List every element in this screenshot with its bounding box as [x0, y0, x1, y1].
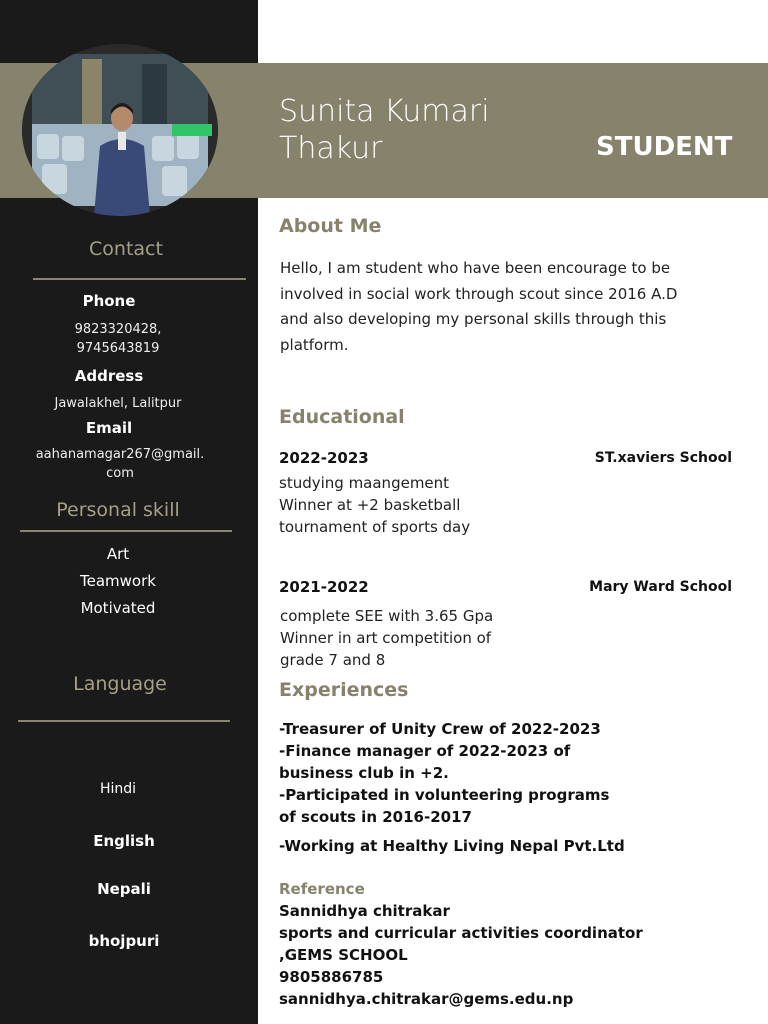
education-years: 2021-2022 — [279, 578, 369, 596]
language-item: Hindi — [99, 781, 137, 797]
email-label: Email — [85, 419, 133, 437]
education-detail-line: Winner at +2 basketball — [279, 496, 461, 514]
address-value: Jawalakhel, Lalitpur — [54, 396, 182, 411]
education-details — [279, 472, 470, 538]
address-label: Address — [74, 367, 144, 385]
education-detail-line: grade 7 and 8 — [280, 651, 386, 669]
education-school: Mary Ward School — [589, 579, 732, 595]
skill-item: Motivated — [80, 599, 156, 617]
language-item: bhojpuri — [88, 932, 160, 950]
language-heading: Language — [73, 673, 167, 695]
person-name — [279, 93, 490, 167]
experience-line: -Working at Healthy Living Nepal Pvt.Ltd — [279, 837, 625, 855]
reference-line: Sannidhya chitrakar — [279, 902, 450, 920]
email-line-2: com — [106, 466, 134, 481]
education-details — [280, 605, 493, 671]
experience-heading: Experiences — [279, 679, 409, 701]
experience-line: -Finance manager of 2022-2023 of — [279, 742, 571, 760]
contact-heading: Contact — [89, 238, 163, 260]
phone-line-2: 9745643819 — [76, 341, 160, 356]
skill-item: Teamwork — [80, 572, 156, 590]
about-heading: About Me — [279, 215, 382, 237]
name-line-1: Sunita Kumari — [279, 94, 490, 129]
experience-line: -Participated in volunteering programs — [279, 786, 610, 804]
language-divider — [18, 720, 230, 722]
experience-line: of scouts in 2016-2017 — [279, 808, 472, 826]
education-detail-line: tournament of sports day — [279, 518, 471, 536]
education-heading: Educational — [279, 406, 405, 428]
phone-line-1: 9823320428, — [74, 322, 162, 337]
job-title: STUDENT — [596, 132, 733, 162]
name-line-2: Thakur — [279, 131, 383, 166]
skill-divider — [20, 530, 232, 532]
education-years: 2022-2023 — [279, 449, 369, 467]
education-detail-line: Winner in art competition of — [280, 629, 492, 647]
email-value — [0, 445, 240, 483]
reference-line: 9805886785 — [279, 968, 384, 986]
experience-line: -Treasurer of Unity Crew of 2022-2023 — [279, 720, 601, 738]
profile-photo — [22, 44, 218, 216]
contact-divider — [33, 278, 246, 280]
about-line: involved in social work through scout since 2016 A.D — [280, 284, 678, 303]
education-school: ST.xaviers School — [594, 450, 732, 466]
reference-email: sannidhya.chitrakar@gems.edu.np — [279, 990, 574, 1008]
about-text — [280, 256, 740, 358]
education-detail-line: complete SEE with 3.65 Gpa — [280, 607, 494, 625]
education-detail-line: studying maangement — [279, 474, 450, 492]
reference-line: ,GEMS SCHOOL — [279, 946, 408, 964]
about-line: platform. — [280, 335, 349, 354]
phone-value — [0, 320, 236, 358]
language-item: English — [93, 832, 155, 850]
skill-heading: Personal skill — [56, 499, 180, 521]
about-line: Hello, I am student who have been encourage to be — [280, 259, 671, 277]
about-line: and also developing my personal skills through this — [280, 310, 667, 328]
experience-line: business club in +2. — [279, 764, 449, 782]
phone-label: Phone — [82, 292, 136, 310]
language-item: Nepali — [97, 880, 151, 898]
skill-item: Art — [106, 545, 130, 563]
email-line-1: aahanamagar267@gmail. — [35, 447, 205, 462]
reference-heading: Reference — [279, 880, 365, 898]
reference-line: sports and curricular activities coordinator — [279, 924, 643, 942]
